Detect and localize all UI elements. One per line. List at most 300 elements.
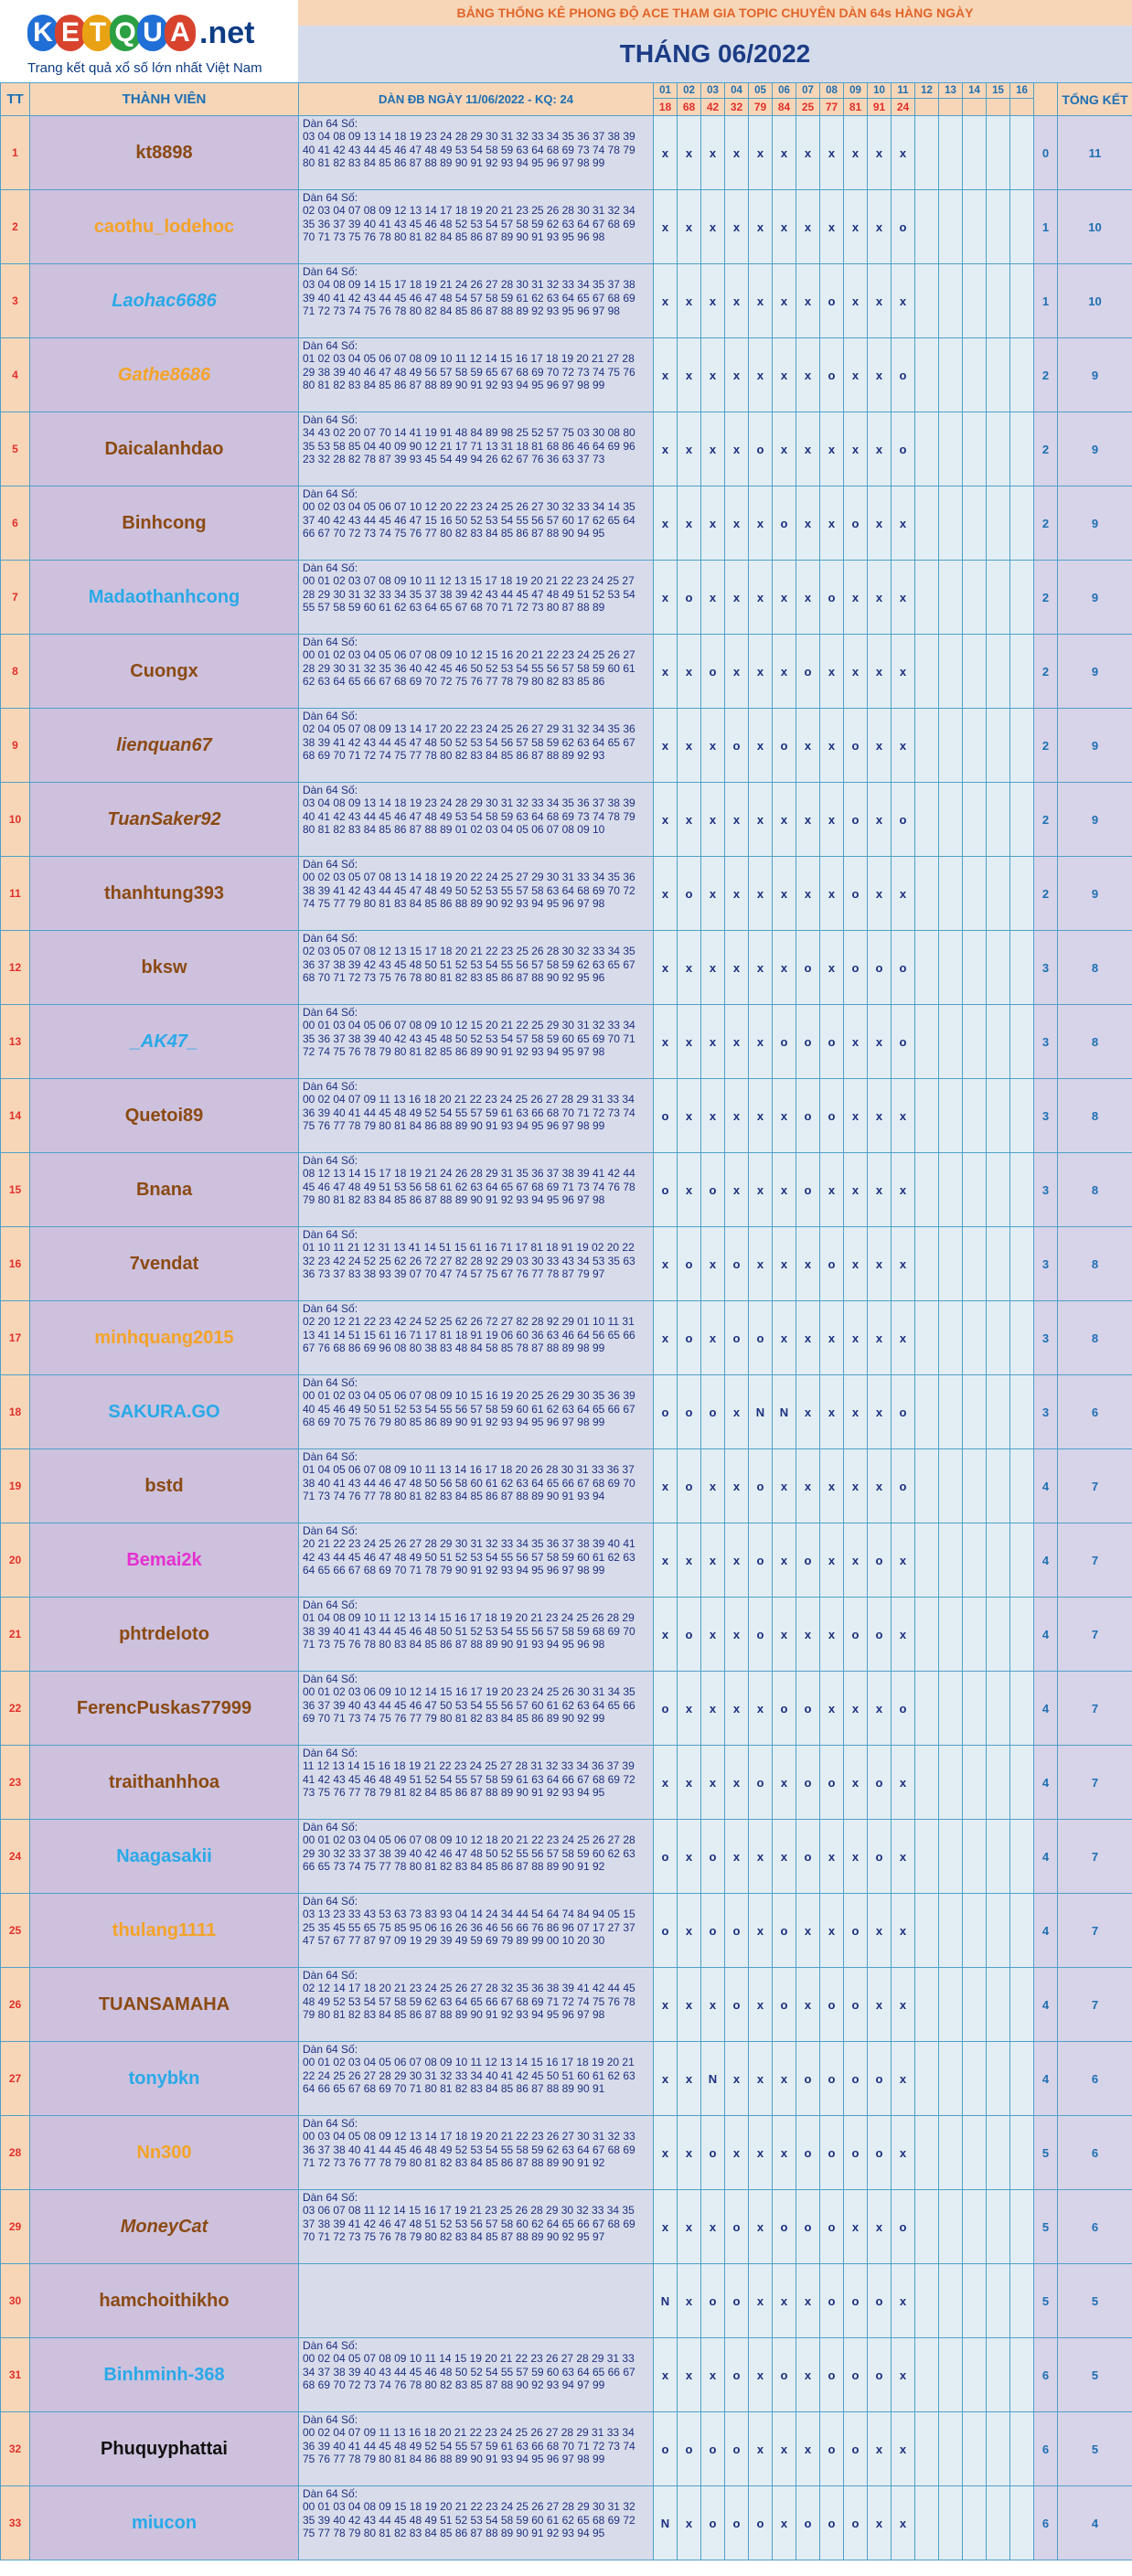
day-mark: x — [892, 264, 915, 338]
day-header: 04 — [725, 83, 749, 99]
day-mark: x — [725, 116, 749, 190]
member-name[interactable]: Phuquyphattai — [30, 2412, 299, 2486]
day-mark-empty — [963, 2486, 987, 2560]
day-mark: x — [654, 931, 678, 1005]
total-miss: 1 — [1034, 264, 1058, 338]
member-name[interactable]: Binhminh-368 — [30, 2338, 299, 2412]
day-mark: o — [868, 1820, 892, 1894]
dan-cell — [299, 1968, 654, 2042]
day-mark: x — [844, 1079, 868, 1153]
day-mark: o — [820, 2190, 844, 2264]
day-mark: x — [844, 1820, 868, 1894]
day-mark: x — [844, 2190, 868, 2264]
row-index: 12 — [1, 931, 30, 1005]
dan-cell — [299, 1746, 654, 1820]
day-mark: x — [844, 1746, 868, 1820]
day-mark-empty — [939, 931, 963, 1005]
day-mark: N — [654, 2264, 678, 2338]
dan-cell — [299, 561, 654, 635]
member-name[interactable]: minhquang2015 — [30, 1301, 299, 1375]
day-mark: x — [678, 931, 701, 1005]
member-name[interactable]: thanhtung393 — [30, 857, 299, 931]
day-mark: x — [868, 1449, 892, 1523]
member-name[interactable]: kt8898 — [30, 116, 299, 190]
day-mark: x — [654, 2116, 678, 2190]
day-mark: x — [678, 116, 701, 190]
dan-numbers: Dàn 64 Số: 01 04 08 09 10 11 12 13 14 15 16 17 18 19 20 21 23 24 25 26 28 29 38 39 40 41 43 44 45 46 48 50 51 52 53 54 55 56 57 58 59 68 69 70 71 73 75 76 78 80 83 84 85 86 87 88 89 90 91 93 94 95 96 98 — [303, 1598, 635, 1651]
day-mark: x — [820, 1672, 844, 1746]
day-mark: x — [749, 635, 773, 709]
day-mark-empty — [1010, 338, 1034, 412]
day-mark: o — [820, 2412, 844, 2486]
member-name[interactable]: lienquan67 — [30, 709, 299, 783]
day-mark: o — [844, 709, 868, 783]
day-mark: x — [844, 264, 868, 338]
day-mark: x — [844, 1523, 868, 1598]
result-header: 79 — [749, 99, 773, 116]
day-mark: x — [654, 561, 678, 635]
day-mark-empty — [963, 1746, 987, 1820]
day-mark: x — [678, 2042, 701, 2116]
day-mark: x — [749, 2116, 773, 2190]
day-mark: x — [796, 1449, 820, 1523]
day-mark: o — [725, 1301, 749, 1375]
day-mark-empty — [939, 1301, 963, 1375]
member-name[interactable]: _AK47_ — [30, 1005, 299, 1079]
day-mark: x — [868, 116, 892, 190]
day-mark: x — [820, 635, 844, 709]
dan-cell — [299, 857, 654, 931]
site-logo[interactable] — [0, 0, 299, 82]
day-mark: x — [796, 2412, 820, 2486]
day-mark: x — [868, 1375, 892, 1449]
member-name[interactable]: SAKURA.GO — [30, 1375, 299, 1449]
result-header — [963, 99, 987, 116]
day-mark-empty — [915, 1746, 939, 1820]
member-name[interactable]: Cuongx — [30, 635, 299, 709]
day-mark: o — [654, 1820, 678, 1894]
day-mark: x — [773, 1227, 796, 1301]
row-index: 8 — [1, 635, 30, 709]
day-mark: o — [654, 2412, 678, 2486]
day-mark: o — [868, 2338, 892, 2412]
col-tt-header: TT — [1, 83, 30, 116]
day-mark-empty — [1010, 1672, 1034, 1746]
day-mark-empty — [915, 857, 939, 931]
day-mark: x — [725, 1598, 749, 1672]
day-mark-empty — [987, 486, 1010, 561]
day-mark: x — [796, 1894, 820, 1968]
day-mark: x — [654, 783, 678, 857]
day-mark: x — [773, 783, 796, 857]
day-mark-empty — [915, 1079, 939, 1153]
dan-numbers: Dàn 64 Số: 00 01 02 03 04 05 06 07 08 09 10 12 15 16 20 21 22 23 24 25 26 27 28 29 30 31 32 35 36 40 42 45 46 50 52 53 54 55 56 57 58 59 60 61 62 63 64 65 66 67 68 69 70 72 75 76 77 78 79 80 82 83 85 86 — [303, 636, 635, 688]
day-mark: x — [725, 561, 749, 635]
day-mark-empty — [939, 1523, 963, 1598]
day-mark: x — [725, 1449, 749, 1523]
row-index: 23 — [1, 1746, 30, 1820]
day-mark: x — [678, 2338, 701, 2412]
day-mark: x — [654, 338, 678, 412]
member-name[interactable]: Quetoi89 — [30, 1079, 299, 1153]
row-index: 19 — [1, 1449, 30, 1523]
day-mark-empty — [939, 1153, 963, 1227]
day-mark-empty — [1010, 1153, 1034, 1227]
day-mark: x — [773, 338, 796, 412]
row-index: 25 — [1, 1894, 30, 1968]
day-mark-empty — [963, 116, 987, 190]
total-miss: 0 — [1034, 116, 1058, 190]
member-name[interactable]: Bemai2k — [30, 1523, 299, 1598]
day-mark-empty — [963, 1227, 987, 1301]
dan-cell — [299, 116, 654, 190]
day-mark: x — [749, 931, 773, 1005]
day-mark: o — [892, 1005, 915, 1079]
day-mark: x — [820, 1375, 844, 1449]
day-mark-empty — [1010, 1820, 1034, 1894]
total-miss: 2 — [1034, 857, 1058, 931]
day-mark: x — [796, 1598, 820, 1672]
day-mark: o — [701, 2412, 725, 2486]
table-row — [1, 1079, 1132, 1153]
day-mark: o — [678, 1301, 701, 1375]
member-name[interactable]: TUANSAMAHA — [30, 1968, 299, 2042]
table-row — [1, 338, 1132, 412]
day-mark: x — [678, 1523, 701, 1598]
day-mark: o — [820, 1005, 844, 1079]
day-mark: x — [796, 1968, 820, 2042]
day-mark: x — [773, 264, 796, 338]
day-mark-empty — [939, 1968, 963, 2042]
result-header: 84 — [773, 99, 796, 116]
day-mark: x — [725, 857, 749, 931]
day-mark: o — [678, 1598, 701, 1672]
day-mark: x — [749, 486, 773, 561]
day-mark-empty — [963, 857, 987, 931]
day-mark-empty — [987, 1746, 1010, 1820]
member-name[interactable]: Laohac6686 — [30, 264, 299, 338]
day-mark: x — [749, 338, 773, 412]
day-mark-empty — [1010, 1449, 1034, 1523]
member-name[interactable]: Nn300 — [30, 2116, 299, 2190]
member-name[interactable]: Daicalanhdao — [30, 412, 299, 486]
day-mark: x — [654, 1746, 678, 1820]
dan-cell — [299, 486, 654, 561]
total-hit: 5 — [1058, 2264, 1132, 2338]
day-mark: x — [868, 412, 892, 486]
day-mark: x — [749, 1820, 773, 1894]
day-mark: x — [701, 1227, 725, 1301]
day-mark: x — [868, 338, 892, 412]
dan-numbers: Dàn 64 Số: 00 02 04 05 07 08 09 10 11 14 15 19 20 21 22 23 26 27 28 29 31 33 34 37 38 39 40 43 44 45 46 48 50 52 54 55 57 59 60 63 64 65 66 67 68 69 70 72 73 74 76 78 80 82 83 85 87 88 90 92 93 94 97 99 — [303, 2339, 635, 2391]
member-name[interactable]: bstd — [30, 1449, 299, 1523]
day-mark: x — [701, 783, 725, 857]
day-mark: o — [844, 1968, 868, 2042]
dan-cell — [299, 1153, 654, 1227]
total-hit: 10 — [1058, 264, 1132, 338]
day-mark-empty — [963, 412, 987, 486]
dan-numbers: Dàn 64 Số: 01 04 05 06 07 08 09 10 11 13 14 16 17 18 20 26 28 30 31 33 36 37 38 40 41 43 44 46 47 48 50 56 58 60 61 62 63 64 65 66 67 68 69 70 71 73 74 76 77 78 80 81 82 83 84 85 86 87 88 89 90 91 93 94 — [303, 1450, 635, 1502]
day-mark: o — [820, 2338, 844, 2412]
member-name[interactable]: bksw — [30, 931, 299, 1005]
total-miss: 4 — [1034, 1894, 1058, 1968]
dan-cell — [299, 635, 654, 709]
day-mark: x — [749, 1079, 773, 1153]
day-mark-empty — [939, 486, 963, 561]
total-hit: 9 — [1058, 635, 1132, 709]
total-miss: 2 — [1034, 338, 1058, 412]
row-index: 17 — [1, 1301, 30, 1375]
day-mark-empty — [987, 1153, 1010, 1227]
day-header: 14 — [963, 83, 987, 99]
table-row — [1, 1153, 1132, 1227]
member-name[interactable]: FerencPuskas77999 — [30, 1672, 299, 1746]
day-mark: x — [892, 2486, 915, 2560]
day-mark: o — [796, 1672, 820, 1746]
day-mark: x — [868, 2486, 892, 2560]
day-mark: o — [820, 2486, 844, 2560]
day-mark: o — [892, 338, 915, 412]
day-mark: x — [678, 2116, 701, 2190]
member-name[interactable]: Naagasakii — [30, 1820, 299, 1894]
day-mark: x — [844, 1672, 868, 1746]
table-row — [1, 1005, 1132, 1079]
day-mark: x — [773, 1746, 796, 1820]
day-mark: x — [868, 635, 892, 709]
result-header: 77 — [820, 99, 844, 116]
day-mark: x — [868, 709, 892, 783]
total-hit: 5 — [1058, 2412, 1132, 2486]
day-mark: o — [820, 2116, 844, 2190]
day-mark: o — [796, 2486, 820, 2560]
day-mark: x — [796, 2338, 820, 2412]
day-mark-empty — [939, 2116, 963, 2190]
day-mark: o — [725, 1227, 749, 1301]
row-index: 27 — [1, 2042, 30, 2116]
member-name[interactable]: TuanSaker92 — [30, 783, 299, 857]
day-mark-empty — [915, 1449, 939, 1523]
row-index: 31 — [1, 2338, 30, 2412]
total-miss: 3 — [1034, 931, 1058, 1005]
day-mark: x — [725, 486, 749, 561]
member-name[interactable]: MoneyCat — [30, 2190, 299, 2264]
day-mark: x — [749, 1968, 773, 2042]
day-mark: x — [701, 1672, 725, 1746]
day-mark: x — [749, 783, 773, 857]
table-row — [1, 2116, 1132, 2190]
day-mark: o — [892, 1672, 915, 1746]
row-index: 13 — [1, 1005, 30, 1079]
result-header — [987, 99, 1010, 116]
dan-cell — [299, 2486, 654, 2560]
day-mark: x — [654, 412, 678, 486]
day-mark: o — [844, 1894, 868, 1968]
total-miss: 2 — [1034, 412, 1058, 486]
day-mark: x — [868, 561, 892, 635]
day-mark: x — [725, 412, 749, 486]
day-mark: o — [844, 2116, 868, 2190]
day-mark-empty — [963, 1301, 987, 1375]
day-mark: o — [749, 412, 773, 486]
member-name[interactable]: traithanhhoa — [30, 1746, 299, 1820]
day-mark: x — [749, 2412, 773, 2486]
day-mark: x — [868, 857, 892, 931]
day-mark: x — [892, 1079, 915, 1153]
day-mark: o — [773, 486, 796, 561]
dan-numbers: Dàn 64 Số: 01 02 03 04 05 06 07 08 09 10 11 12 14 15 16 17 18 19 20 21 27 28 29 38 39 40 46 47 48 49 56 57 58 59 65 67 68 69 70 72 73 74 75 76 80 81 82 83 84 85 86 87 88 89 90 91 92 93 94 95 96 97 98 99 — [303, 339, 635, 391]
day-mark: o — [820, 338, 844, 412]
day-mark-empty — [963, 1968, 987, 2042]
day-mark: x — [701, 116, 725, 190]
day-mark-empty — [1010, 486, 1034, 561]
total-miss: 3 — [1034, 1227, 1058, 1301]
result-header: 81 — [844, 99, 868, 116]
total-hit: 8 — [1058, 1079, 1132, 1153]
member-name[interactable]: Bnana — [30, 1153, 299, 1227]
day-mark-empty — [963, 2190, 987, 2264]
day-mark-empty — [915, 783, 939, 857]
day-mark-empty — [963, 1153, 987, 1227]
dan-numbers: Dàn 64 Số: 02 03 04 07 08 09 12 13 14 17 18 19 20 21 23 25 26 28 30 31 32 34 35 36 37 39 40 41 43 45 46 48 52 53 54 57 58 59 62 63 64 67 68 69 70 71 73 75 76 78 80 81 82 84 85 86 87 89 90 91 93 95 96 98 — [303, 191, 635, 243]
day-mark: x — [892, 1820, 915, 1894]
total-miss: 6 — [1034, 2486, 1058, 2560]
day-mark-empty — [963, 561, 987, 635]
day-mark-empty — [987, 2042, 1010, 2116]
day-mark: x — [725, 338, 749, 412]
day-mark: x — [796, 190, 820, 264]
day-mark: o — [654, 1894, 678, 1968]
day-mark: x — [701, 2190, 725, 2264]
day-mark: o — [749, 1746, 773, 1820]
day-mark: o — [892, 1375, 915, 1449]
day-mark: o — [701, 2486, 725, 2560]
member-name[interactable]: Gathe8686 — [30, 338, 299, 412]
day-mark-empty — [1010, 1894, 1034, 1968]
total-hit: 6 — [1058, 2116, 1132, 2190]
dan-cell — [299, 1672, 654, 1746]
day-mark-empty — [963, 2338, 987, 2412]
day-mark: o — [678, 1375, 701, 1449]
day-mark: x — [820, 1598, 844, 1672]
day-mark-empty — [963, 1820, 987, 1894]
logo-wordmark — [27, 9, 254, 57]
day-mark: x — [820, 190, 844, 264]
day-mark: x — [892, 1153, 915, 1227]
day-mark: x — [796, 486, 820, 561]
table-row — [1, 1894, 1132, 1968]
day-mark-empty — [915, 1672, 939, 1746]
day-mark: x — [773, 1820, 796, 1894]
logo-letter: Q — [110, 15, 141, 51]
day-mark: x — [749, 2190, 773, 2264]
day-mark-empty — [963, 1079, 987, 1153]
total-miss: 4 — [1034, 1672, 1058, 1746]
day-mark: x — [868, 190, 892, 264]
row-index: 9 — [1, 709, 30, 783]
result-header: 18 — [654, 99, 678, 116]
day-mark: x — [725, 1375, 749, 1449]
day-mark-empty — [987, 1672, 1010, 1746]
day-mark: x — [844, 1449, 868, 1523]
day-mark-empty — [987, 116, 1010, 190]
day-mark-empty — [963, 338, 987, 412]
day-mark: o — [892, 2190, 915, 2264]
day-mark: x — [820, 1523, 844, 1598]
day-mark: x — [820, 783, 844, 857]
day-mark: x — [678, 1672, 701, 1746]
day-mark-empty — [963, 2264, 987, 2338]
day-mark: x — [654, 1968, 678, 2042]
total-hit: 9 — [1058, 783, 1132, 857]
member-name[interactable]: Binhcong — [30, 486, 299, 561]
row-index: 22 — [1, 1672, 30, 1746]
member-name[interactable]: hamchoithikho — [30, 2264, 299, 2338]
day-mark: x — [654, 709, 678, 783]
day-mark: x — [749, 2042, 773, 2116]
day-mark: o — [844, 486, 868, 561]
member-name[interactable]: tonybkn — [30, 2042, 299, 2116]
member-name[interactable]: miucon — [30, 2486, 299, 2560]
day-mark: o — [820, 2264, 844, 2338]
day-mark: N — [701, 2042, 725, 2116]
day-mark: o — [701, 1375, 725, 1449]
day-mark-empty — [915, 1894, 939, 1968]
member-name[interactable]: phtrdeloto — [30, 1598, 299, 1672]
day-mark: o — [725, 709, 749, 783]
day-mark: o — [725, 1968, 749, 2042]
member-name[interactable]: 7vendat — [30, 1227, 299, 1301]
day-mark: x — [654, 1227, 678, 1301]
member-name[interactable]: Madaothanhcong — [30, 561, 299, 635]
day-mark: x — [701, 1523, 725, 1598]
day-mark: o — [796, 2190, 820, 2264]
day-mark-empty — [987, 264, 1010, 338]
member-name[interactable]: caothu_lodehoc — [30, 190, 299, 264]
result-header: 42 — [701, 99, 725, 116]
day-mark-empty — [963, 931, 987, 1005]
day-mark-empty — [987, 1375, 1010, 1449]
day-mark-empty — [939, 1894, 963, 1968]
table-row — [1, 2338, 1132, 2412]
day-mark: o — [773, 709, 796, 783]
total-miss: 5 — [1034, 2116, 1058, 2190]
day-mark: o — [820, 2042, 844, 2116]
row-index: 32 — [1, 2412, 30, 2486]
day-mark-empty — [1010, 2190, 1034, 2264]
row-index: 24 — [1, 1820, 30, 1894]
day-mark: x — [701, 931, 725, 1005]
row-index: 29 — [1, 2190, 30, 2264]
day-mark: o — [678, 2412, 701, 2486]
day-mark: x — [678, 1153, 701, 1227]
member-name[interactable]: thulang1111 — [30, 1894, 299, 1968]
day-mark-empty — [963, 1375, 987, 1449]
result-header: 24 — [892, 99, 915, 116]
day-mark: o — [868, 2042, 892, 2116]
day-mark: o — [796, 2042, 820, 2116]
day-mark: x — [749, 709, 773, 783]
table-row — [1, 2042, 1132, 2116]
day-mark: x — [701, 1746, 725, 1820]
day-mark: x — [868, 1079, 892, 1153]
total-hit: 10 — [1058, 190, 1132, 264]
table-row — [1, 783, 1132, 857]
dan-cell — [299, 2264, 654, 2338]
dan-numbers: Dàn 64 Số: 01 10 11 21 12 31 13 41 14 51 15 61 16 71 17 81 18 91 19 02 20 22 32 23 42 24 52 25 62 26 72 27 82 28 92 29 03 30 33 43 34 53 35 63 36 73 37 83 38 93 39 07 70 47 74 57 75 67 76 77 78 87 79 97 — [303, 1228, 635, 1280]
col-dan-header: DÀN ĐB NGÀY 11/06/2022 - KQ: 24 — [299, 83, 654, 116]
day-mark-empty — [987, 412, 1010, 486]
total-miss: 4 — [1034, 2042, 1058, 2116]
